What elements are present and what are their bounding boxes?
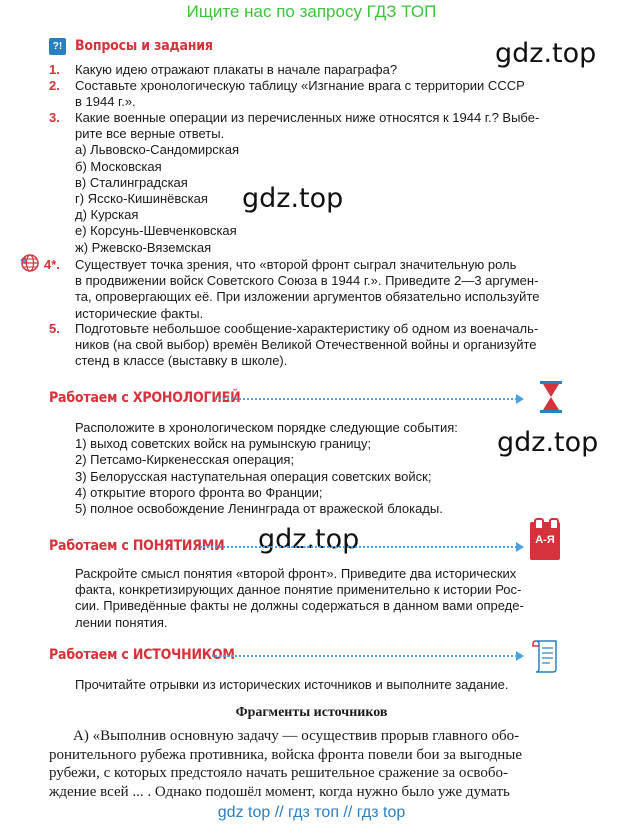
question-line: в продвижении войск Советского Союза в 1944 г.». Приведите 2—3 аргумен- [75, 273, 539, 289]
sources-title: Работаем с ИСТОЧНИКОМ [49, 647, 235, 663]
source-text [49, 727, 569, 801]
fragments-title: Фрагменты источников [235, 705, 388, 720]
question-line: ников (на свой выбор) времён Великой Отечественной войны и организуйте [75, 337, 537, 353]
question-line: рите все верные ответы. [75, 126, 225, 142]
dictionary-icon [530, 522, 560, 560]
top-banner[interactable]: Ищите нас по запросу ГДЗ ТОП [186, 2, 437, 21]
question-5 [75, 321, 563, 370]
arrow-right-icon [516, 651, 524, 661]
concepts-line: сии. Приведённые факты не должны содержаться в данном вами опреде- [75, 598, 524, 614]
question-line: исторические факты. [75, 305, 204, 321]
watermark: gdz.top [497, 427, 599, 458]
chronology-body [75, 420, 563, 517]
question-number: 1. [49, 62, 60, 77]
dotted-arrow-line [212, 655, 517, 657]
answer-option: д) Курская [75, 207, 139, 223]
hourglass-icon [538, 380, 564, 414]
source-line: рубежи, с которых предстояло начать решительное сражение за освобо- [49, 765, 509, 781]
chronology-line: 2) Петсамо-Киркенесская операция; [75, 452, 295, 468]
dotted-arrow-line [215, 398, 517, 400]
arrow-right-icon [516, 394, 524, 404]
watermark: gdz.top [242, 183, 344, 214]
answer-option: е) Корсунь-Шевченковская [75, 223, 237, 239]
chronology-title: Работаем с ХРОНОЛОГИЕЙ [49, 390, 241, 406]
question-line: Существует точка зрения, что «второй фронт сыграл значительную роль [75, 257, 517, 272]
dictionary-icon-label: А-Я [535, 534, 555, 546]
sources-instruction: Прочитайте отрывки из исторических источников и выполните задание. [75, 677, 509, 692]
question-2 [75, 78, 563, 110]
question-number: 4*. [44, 257, 60, 272]
footer-watermark[interactable]: gdz top // гдз топ // гдз top [217, 804, 406, 821]
question-icon: ?! [49, 38, 66, 55]
arrow-right-icon [516, 542, 524, 552]
question-1 [75, 62, 563, 78]
concepts-body [75, 566, 563, 631]
question-line: Составьте хронологическую таблицу «Изгнание врага с территории СССР [75, 78, 525, 93]
question-line: Какую идею отражают плакаты в начале параграфа? [75, 62, 398, 77]
question-line: Какие военные операции из перечисленных ниже относятся к 1944 г.? Выбе- [75, 110, 540, 125]
chronology-line: 1) выход советских войск на румынскую границу; [75, 436, 372, 452]
concepts-line: лении понятия. [75, 614, 168, 630]
dotted-arrow-line [200, 546, 517, 548]
answer-option: в) Сталинградская [75, 174, 188, 190]
chronology-line: 5) полное освобождение Ленинграда от вражеской блокады. [75, 501, 443, 517]
concepts-line: факта, конкретизирующих данное понятие применительно к истории Рос- [75, 582, 522, 598]
concepts-line: Раскройте смысл понятия «второй фронт». Приведите два исторических [75, 566, 517, 581]
answer-option: г) Ясско-Кишинёвская [75, 191, 208, 207]
source-line: ронительного рубежа противника, войска фронта повели бои за выгодные [49, 746, 522, 763]
answer-option: б) Московская [75, 158, 162, 174]
watermark: gdz.top [495, 38, 597, 69]
question-line: та, опровергающих её. При изложении аргументов обязательно используйте [75, 289, 540, 305]
source-line: ждение всей ... . Однако подошёл момент, когда нужно было уже думать [49, 783, 510, 800]
question-3 [75, 110, 563, 256]
question-number: 3. [49, 110, 60, 125]
scroll-document-icon [532, 638, 560, 674]
question-line: в 1944 г.». [75, 94, 136, 110]
question-line: Подготовьте небольшое сообщение-характеристику об одном из военачаль- [75, 321, 539, 336]
globe-icon [21, 254, 39, 272]
questions-title: Вопросы и задания [75, 38, 213, 54]
chronology-line: Расположите в хронологическом порядке следующие события: [75, 420, 458, 435]
question-number: 2. [49, 78, 60, 93]
source-line: А) «Выполнив основную задачу — осуществив прорыв главного обо- [73, 728, 520, 744]
question-4 [75, 257, 563, 322]
answer-option: ж) Ржевско-Вяземская [75, 239, 212, 255]
question-line: стенд в классе (выставку в школе). [75, 353, 288, 369]
concepts-title: Работаем с ПОНЯТИЯМИ [49, 538, 225, 554]
chronology-line: 4) открытие второго фронта во Франции; [75, 484, 323, 500]
watermark: gdz.top [258, 524, 360, 555]
answer-option: а) Львовско-Сандомирская [75, 142, 240, 158]
chronology-line: 3) Белорусская наступательная операция советских войск; [75, 468, 432, 484]
question-number: 5. [49, 321, 60, 336]
